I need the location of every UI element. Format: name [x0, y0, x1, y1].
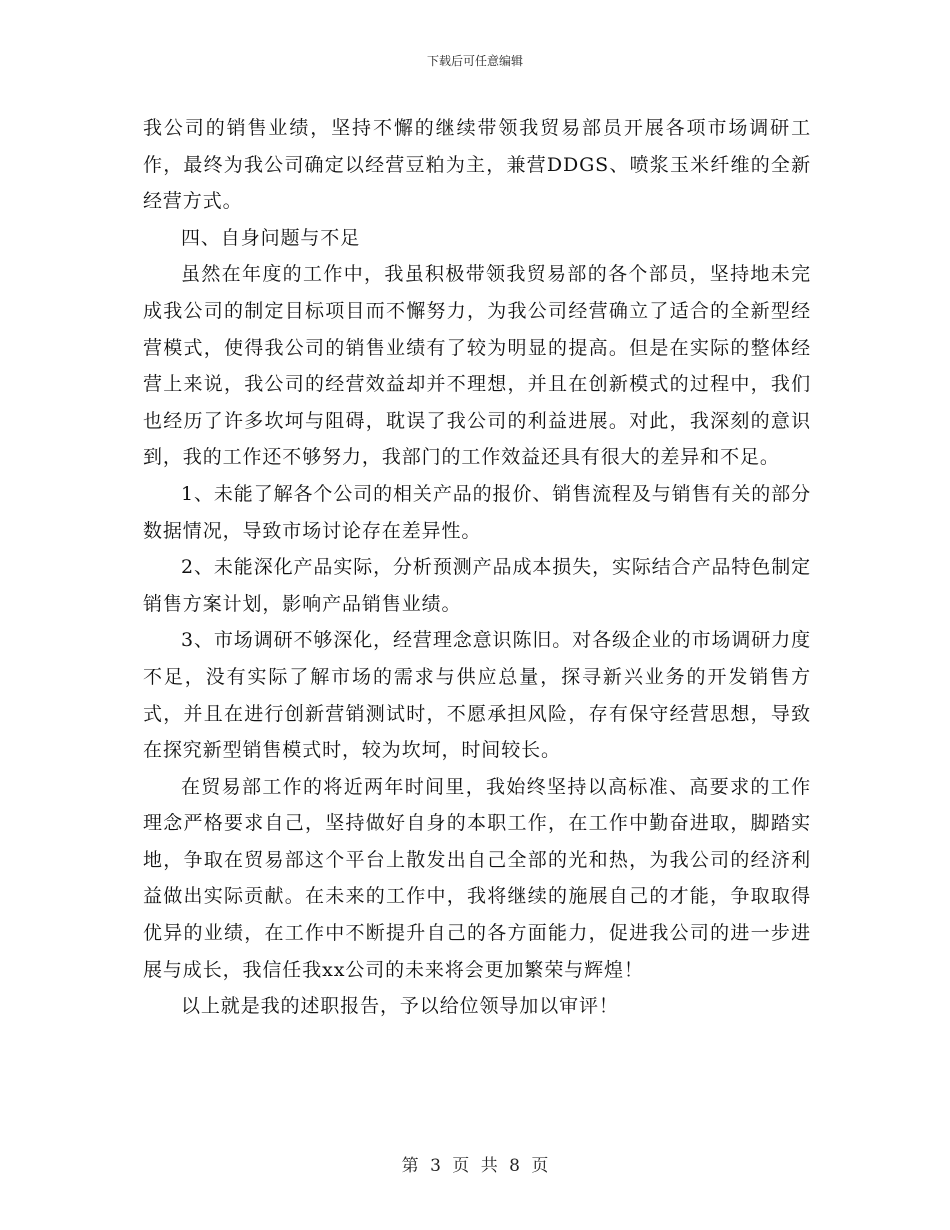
list-item: 2、未能深化产品实际，分析预测产品成本损失，实际结合产品特色制定销售方案计划，影响产品销售业绩。: [143, 556, 811, 615]
paragraph-continuation: 我公司的销售业绩，坚持不懈的继续带领我贸易部员开展各项市场调研工作，最终为我公司确定以经营豆粕为主，兼营DDGS、喷浆玉米纤维的全新经营方式。: [143, 117, 811, 213]
page-header: 下载后可任意编辑: [426, 54, 523, 68]
list-item: 1、未能了解各个公司的相关产品的报价、销售流程及与销售有关的部分数据情况，导致市场讨论存在差异性。: [143, 482, 811, 542]
page-number: 第 3 页 共 8 页: [401, 1156, 549, 1176]
paragraph: 虽然在年度的工作中，我虽积极带领我贸易部的各个部员，坚持地未完成我公司的制定目标项目而不懈努力，为我公司经营确立了适合的全新型经营模式，使得我公司的销售业绩有了较为明显的提高。但是在实际的整体经营上来说，我公司的经营效益却并不理想，并且在创新模式的过程中，我们也经历了许多坎坷与阻碍，耽误了我公司的利益进展。对此，我深刻的意识到，我的工作还不够努力，我部门的工作效益还具有很大的差异和不足。: [143, 263, 811, 469]
closing-paragraph: 以上就是我的述职报告，予以给位领导加以审评！: [181, 995, 619, 1018]
paragraph: 在贸易部工作的将近两年时间里，我始终坚持以高标准、高要求的工作理念严格要求自己，坚持做好自身的本职工作，在工作中勤奋进取，脚踏实地，争取在贸易部这个平台上散发出自己全部的光和热，为我公司的经济利益做出实际贡献。在未来的工作中，我将继续的施展自己的才能，争取取得优异的业绩，在工作中不断提升自己的各方面能力，促进我公司的进一步进展与成长，我信任我xx公司的未来将会更加繁荣与辉煌！: [143, 775, 811, 981]
document-body: [143, 110, 811, 1025]
section-heading: 四、自身问题与不足: [181, 226, 361, 249]
list-item: 3、市场调研不够深化，经营理念意识陈旧。对各级企业的市场调研力度不足，没有实际了解市场的需求与供应总量，探寻新兴业务的开发销售方式，并且在进行创新营销测试时，不愿承担风险，存有保守经营思想，导致在探究新型销售模式时，较为坎坷，时间较长。: [143, 629, 811, 762]
